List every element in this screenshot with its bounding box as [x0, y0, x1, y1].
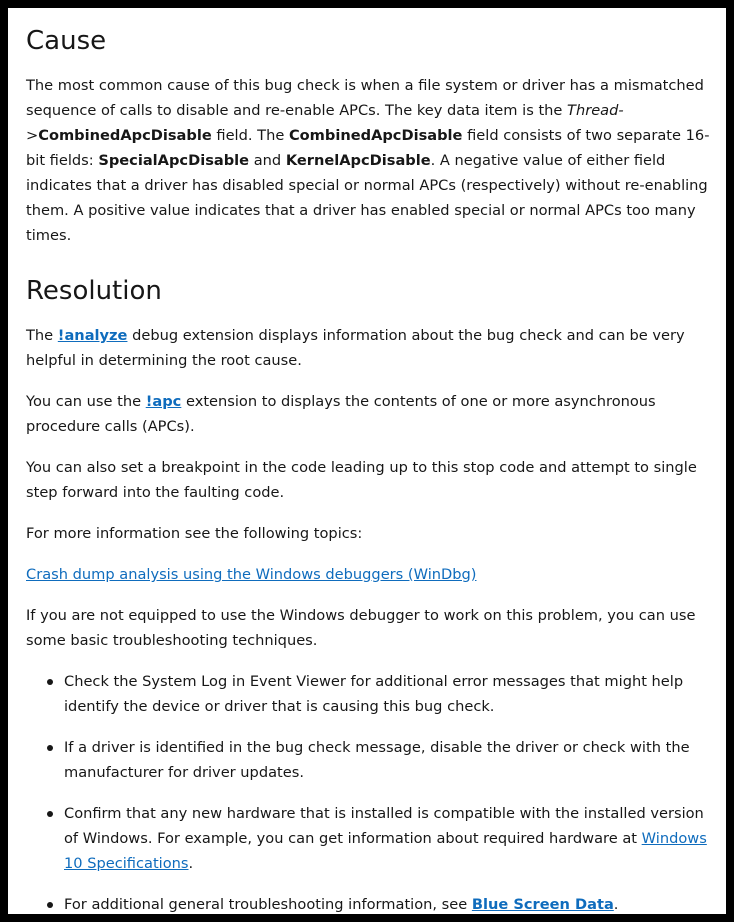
- bullet-icon: [47, 902, 53, 908]
- troubleshooting-paragraph: If you are not equipped to use the Windows debugger to work on this problem, you can use some basic troubleshooting techniques.: [26, 607, 696, 649]
- list-item: [64, 801, 722, 876]
- apc-text-2: extension to displays the contents of one or more asynchronous procedure calls (APCs).: [26, 393, 656, 435]
- apc-link[interactable]: !apc: [145, 393, 182, 410]
- special-apc-term: SpecialApcDisable: [98, 152, 250, 169]
- cause-text-3: field consists of two separate 16-bit fields:: [26, 127, 710, 169]
- analyze-paragraph: [26, 323, 722, 373]
- bullet-text: If a driver is identified in the bug check message, disable the driver or check with the manufacturer for driver updates.: [64, 739, 690, 781]
- combined-apc-term-2: CombinedApcDisable: [288, 127, 463, 144]
- list-item: [64, 669, 722, 719]
- crash-dump-link[interactable]: Crash dump analysis using the Windows debuggers (WinDbg): [26, 566, 477, 583]
- analyze-link[interactable]: !analyze: [57, 327, 128, 344]
- crash-dump-paragraph: [26, 562, 722, 587]
- cause-text-2: field. The: [211, 127, 289, 144]
- troubleshooting-list: [26, 669, 722, 914]
- list-item: [64, 735, 722, 785]
- combined-apc-term-1: CombinedApcDisable: [38, 127, 212, 144]
- bullet-icon: [47, 745, 53, 751]
- bullet-text-end: .: [613, 896, 619, 913]
- bullet-text: Check the System Log in Event Viewer for additional error messages that might help identify the device or driver that is causing this bug check.: [64, 673, 684, 715]
- list-item: [64, 892, 722, 914]
- more-info-paragraph: For more information see the following topics:: [26, 525, 363, 542]
- apc-paragraph: [26, 389, 722, 439]
- arrow-text: >: [26, 127, 39, 144]
- bullet-text-end: .: [188, 855, 194, 872]
- bullet-text: Confirm that any new hardware that is installed is compatible with the installed version of Windows. For example, you can get information about required hardware at: [64, 805, 704, 847]
- cause-heading: Cause: [26, 26, 107, 56]
- blue-screen-data-link[interactable]: Blue Screen Data: [471, 896, 614, 913]
- windows-10-specifications-link[interactable]: Windows 10 Specifications: [64, 830, 707, 872]
- cause-text-1: The most common cause of this bug check is when a file system or driver has a mismatched sequence of calls to disable and re-enable APCs. The key data item is the: [26, 77, 704, 119]
- bullet-icon: [47, 811, 53, 817]
- cause-paragraph: [26, 73, 722, 248]
- bullet-icon: [47, 679, 53, 685]
- document-page: [8, 8, 726, 914]
- kernel-apc-term: KernelApcDisable: [285, 152, 431, 169]
- thread-term: Thread-: [567, 102, 624, 119]
- bullet-text: For additional general troubleshooting information, see: [64, 896, 472, 913]
- cause-text-4: and: [249, 152, 286, 169]
- apc-text-1: You can use the: [26, 393, 146, 410]
- analyze-text-2: debug extension displays information about the bug check and can be very helpful in determining the root cause.: [26, 327, 685, 369]
- analyze-text-1: The: [26, 327, 58, 344]
- cause-text-5: . A negative value of either field indicates that a driver has disabled special or normal APCs (respectively) without re-enabling them. A positive value indicates that a driver has enabled special or normal APCs too many times.: [26, 152, 708, 244]
- breakpoint-paragraph: You can also set a breakpoint in the code leading up to this stop code and attempt to single step forward into the faulting code.: [26, 459, 697, 501]
- resolution-heading: Resolution: [26, 276, 162, 306]
